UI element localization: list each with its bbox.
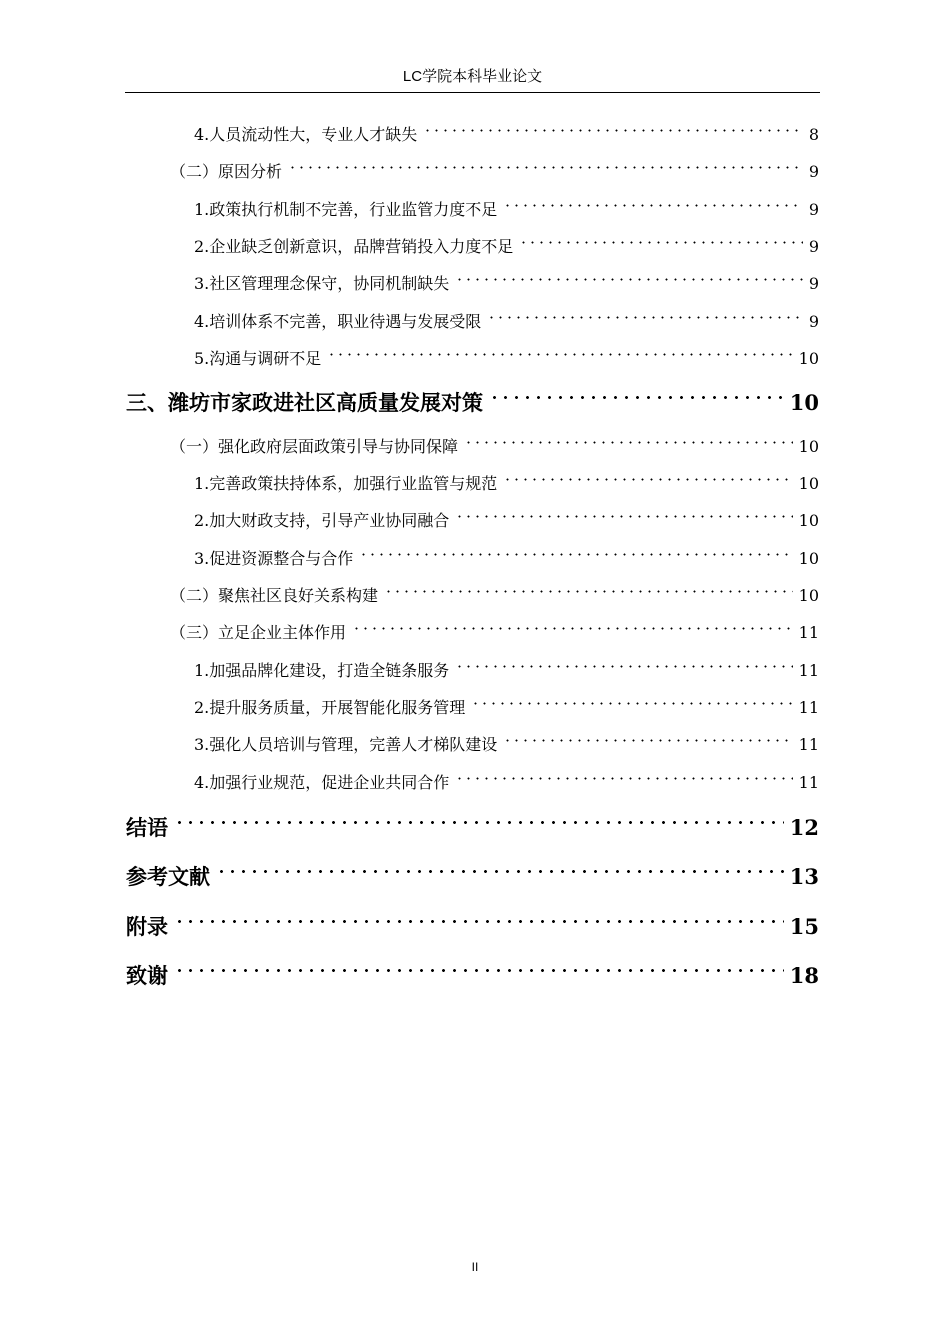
dot-leader (455, 657, 792, 676)
dot-leader (503, 196, 803, 215)
toc-entry-title: 3.强化人员培训与管理，完善人才梯队建设 (194, 735, 498, 755)
toc-entry-page: 10 (798, 474, 819, 494)
dot-leader (487, 308, 803, 327)
toc-entry[interactable] (194, 270, 819, 292)
toc-entry[interactable] (170, 582, 819, 604)
dot-leader (288, 158, 803, 177)
toc-entry[interactable] (194, 657, 819, 679)
toc-entry-title: 4.人员流动性大，专业人才缺失 (194, 125, 418, 145)
toc-entry-page: 9 (808, 200, 819, 220)
dot-leader (174, 958, 784, 983)
toc-entry[interactable] (194, 470, 819, 492)
dot-leader (455, 507, 792, 526)
toc-entry-title: （二）聚焦社区良好关系构建 (170, 586, 379, 606)
toc-chapter-title: 参考文献 (126, 864, 210, 890)
toc-entry[interactable] (194, 731, 819, 753)
toc-entry-page: 8 (808, 125, 819, 145)
toc-entry-page: 10 (798, 437, 819, 457)
toc-chapter-page: 13 (789, 864, 819, 890)
dot-leader (503, 470, 792, 489)
toc-entry-title: 1.政策执行机制不完善，行业监管力度不足 (194, 200, 498, 220)
dot-leader (174, 909, 784, 934)
dot-leader (489, 385, 784, 410)
toc-entry-title: 4.加强行业规范，促进企业共同合作 (194, 773, 450, 793)
toc-entry[interactable] (194, 694, 819, 716)
toc-chapter[interactable] (126, 810, 819, 841)
toc-entry-title: 2.企业缺乏创新意识，品牌营销投入力度不足 (194, 237, 514, 257)
toc-entry-title: 2.提升服务质量，开展智能化服务管理 (194, 698, 466, 718)
toc-chapter-page: 18 (789, 963, 819, 989)
toc-entry-title: （三）立足企业主体作用 (170, 623, 347, 643)
toc-entry[interactable] (194, 345, 819, 367)
toc-chapter-title: 结语 (126, 815, 168, 841)
dot-leader (216, 859, 784, 884)
running-header: LC学院本科毕业论文 (402, 68, 543, 85)
toc-entry-page: 9 (808, 312, 819, 332)
toc-entry-page: 11 (798, 735, 819, 755)
toc-entry-page: 10 (798, 349, 819, 369)
dot-leader (359, 545, 792, 564)
toc-entry[interactable] (194, 769, 819, 791)
toc-chapter-title: 致谢 (126, 963, 168, 989)
toc-chapter-title: 附录 (126, 914, 168, 940)
toc-chapter[interactable] (126, 958, 819, 989)
toc-entry[interactable] (194, 507, 819, 529)
toc-entry-page: 11 (798, 623, 819, 643)
toc-entry-title: 4.培训体系不完善，职业待遇与发展受限 (194, 312, 482, 332)
header-rule (125, 92, 820, 93)
toc-entry-page: 11 (798, 773, 819, 793)
toc-entry[interactable] (194, 121, 819, 143)
toc-chapter[interactable] (126, 385, 819, 416)
toc-chapter-page: 12 (789, 815, 819, 841)
toc-entry-title: （一）强化政府层面政策引导与协同保障 (170, 437, 459, 457)
toc-entry-title: 1.完善政策扶持体系，加强行业监管与规范 (194, 474, 498, 494)
dot-leader (384, 582, 793, 601)
toc-entry-title: 1.加强品牌化建设，打造全链条服务 (194, 661, 450, 681)
toc-chapter[interactable] (126, 859, 819, 890)
toc-entry-title: 3.社区管理理念保守，协同机制缺失 (194, 274, 450, 294)
dot-leader (352, 619, 793, 638)
toc-entry[interactable] (170, 433, 819, 455)
toc-chapter-page: 15 (789, 914, 819, 940)
dot-leader (455, 769, 792, 788)
toc-entry-title: 3.促进资源整合与合作 (194, 549, 354, 569)
toc-entry-page: 9 (808, 274, 819, 294)
toc-entry-page: 10 (798, 586, 819, 606)
toc-entry[interactable] (170, 619, 819, 641)
toc-entry-page: 10 (798, 511, 819, 531)
toc-entry-page: 11 (798, 698, 819, 718)
dot-leader (519, 233, 803, 252)
dot-leader (455, 270, 803, 289)
dot-leader (327, 345, 792, 364)
toc-entry-title: 5.沟通与调研不足 (194, 349, 322, 369)
toc-entry[interactable] (170, 158, 819, 180)
toc-entry[interactable] (194, 308, 819, 330)
page-number: II (471, 1260, 479, 1274)
toc-entry[interactable] (194, 545, 819, 567)
toc-chapter-title: 三、潍坊市家政进社区高质量发展对策 (126, 390, 483, 416)
toc-entry-title: 2.加大财政支持，引导产业协同融合 (194, 511, 450, 531)
toc-chapter[interactable] (126, 909, 819, 940)
toc-entry-title: （二）原因分析 (170, 162, 283, 182)
toc-entry-page: 11 (798, 661, 819, 681)
dot-leader (471, 694, 792, 713)
dot-leader (464, 433, 793, 452)
toc-entry[interactable] (194, 196, 819, 218)
toc-entry-page: 10 (798, 549, 819, 569)
toc-entry[interactable] (194, 233, 819, 255)
dot-leader (174, 810, 784, 835)
toc-entry-page: 9 (808, 162, 819, 182)
toc-chapter-page: 10 (789, 390, 819, 416)
dot-leader (503, 731, 792, 750)
dot-leader (423, 121, 803, 140)
toc-entry-page: 9 (808, 237, 819, 257)
